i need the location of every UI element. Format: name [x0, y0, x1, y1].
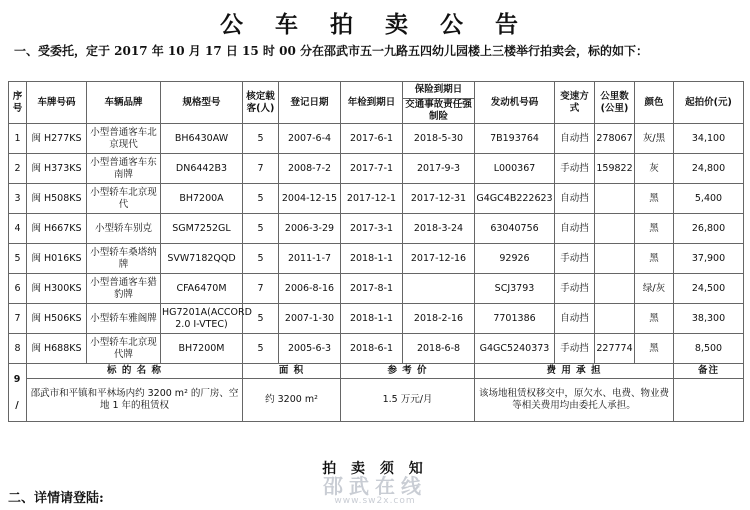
- cell-model: SVW7182QQD: [161, 244, 243, 274]
- cell-price: 34,100: [674, 124, 744, 154]
- cell-reg-date: 2004-12-15: [279, 184, 341, 214]
- cell-brand: 小型普通客车东南牌: [87, 154, 161, 184]
- lease-header-name: 标 的 名 称: [27, 364, 243, 379]
- cell-seq: 2: [9, 154, 27, 184]
- cell-seats: 5: [243, 124, 279, 154]
- cell-plate: 闽 H506KS: [27, 304, 87, 334]
- cell-mileage: [595, 274, 635, 304]
- cell-reg-date: 2005-6-3: [279, 334, 341, 364]
- lease-header-row: [9, 364, 744, 379]
- header-seats: 核定载客(人): [243, 82, 279, 124]
- header-engine: 发动机号码: [475, 82, 555, 124]
- lease-value-row: [9, 379, 744, 422]
- cell-brand: 小型轿车北京现代: [87, 184, 161, 214]
- cell-price: 8,500: [674, 334, 744, 364]
- table-row: [9, 304, 744, 334]
- cell-color: 灰/黑: [635, 124, 674, 154]
- cell-color: 灰: [635, 154, 674, 184]
- cell-transmission: 自动挡: [555, 304, 595, 334]
- cell-inspection: 2018-1-1: [341, 304, 403, 334]
- cell-seq: 3: [9, 184, 27, 214]
- cell-reg-date: 2011-1-7: [279, 244, 341, 274]
- section-two-heading: 二、详情请登陆:: [8, 491, 104, 506]
- cell-insurance: 2018-3-24: [403, 214, 475, 244]
- table-row: [9, 154, 744, 184]
- cell-seats: 7: [243, 274, 279, 304]
- header-insurance: 保险到期日: [403, 82, 475, 99]
- cell-seq: 4: [9, 214, 27, 244]
- table-row: [9, 244, 744, 274]
- cell-inspection: 2017-3-1: [341, 214, 403, 244]
- header-mileage: 公里数(公里): [595, 82, 635, 124]
- cell-transmission: 手动挡: [555, 274, 595, 304]
- cell-model: HG7201A(ACCORD 2.0 I-VTEC): [161, 304, 243, 334]
- table-row: [9, 214, 744, 244]
- notice-subtitle: 拍 卖 须 知: [322, 461, 428, 477]
- cell-price: 37,900: [674, 244, 744, 274]
- cell-transmission: 手动挡: [555, 334, 595, 364]
- cell-transmission: 自动挡: [555, 214, 595, 244]
- cell-insurance: 2018-6-8: [403, 334, 475, 364]
- watermark-text: 邵武在线: [323, 474, 427, 498]
- table-header-row: [9, 82, 744, 99]
- cell-inspection: 2018-1-1: [341, 244, 403, 274]
- lease-note: [674, 379, 744, 422]
- cell-plate: 闽 H016KS: [27, 244, 87, 274]
- cell-insurance: 2017-9-3: [403, 154, 475, 184]
- cell-mileage: [595, 184, 635, 214]
- cell-price: 24,500: [674, 274, 744, 304]
- cell-brand: 小型轿车桑塔纳牌: [87, 244, 161, 274]
- lease-seq: [9, 364, 27, 422]
- header-insurance-sub: 交通事故责任强制险: [403, 99, 475, 124]
- cell-plate: 闽 H688KS: [27, 334, 87, 364]
- cell-reg-date: 2006-3-29: [279, 214, 341, 244]
- cell-mileage: [595, 304, 635, 334]
- cell-mileage: 278067: [595, 124, 635, 154]
- cell-insurance: 2018-2-16: [403, 304, 475, 334]
- cell-color: 黑: [635, 304, 674, 334]
- cell-brand: 小型轿车北京现代牌: [87, 334, 161, 364]
- cell-seq: 7: [9, 304, 27, 334]
- cell-mileage: [595, 244, 635, 274]
- cell-price: 24,800: [674, 154, 744, 184]
- cell-insurance: [403, 274, 475, 304]
- cell-brand: 小型轿车别克: [87, 214, 161, 244]
- cell-seats: 7: [243, 154, 279, 184]
- cell-engine: 7B193764: [475, 124, 555, 154]
- lease-header-area: 面 积: [243, 364, 341, 379]
- cell-inspection: 2017-8-1: [341, 274, 403, 304]
- cell-transmission: 自动挡: [555, 124, 595, 154]
- lease-area: 约 3200 m²: [243, 379, 341, 422]
- cell-seq: 5: [9, 244, 27, 274]
- lease-name: 邵武市和平镇和平林场内约 3200 m² 的厂房、空地 1 年的租赁权: [27, 379, 243, 422]
- header-color: 颜色: [635, 82, 674, 124]
- notice-title: 公 车 拍 卖 公 告: [219, 11, 531, 38]
- table-row: [9, 334, 744, 364]
- cell-inspection: 2017-6-1: [341, 124, 403, 154]
- cell-price: 5,400: [674, 184, 744, 214]
- cell-engine: G4GC4B222623: [475, 184, 555, 214]
- cell-seats: 5: [243, 214, 279, 244]
- cell-transmission: 手动挡: [555, 154, 595, 184]
- cell-transmission: 手动挡: [555, 244, 595, 274]
- cell-plate: 闽 H667KS: [27, 214, 87, 244]
- lease-ref-price: 1.5 万元/月: [341, 379, 475, 422]
- cell-seats: 5: [243, 304, 279, 334]
- cell-engine: L000367: [475, 154, 555, 184]
- header-inspection: 年检到期日: [341, 82, 403, 124]
- lease-duty: 该场地租赁权移交中，原欠水、电费、物业费等相关费用均由委托人承担。: [475, 379, 674, 422]
- cell-engine: 63040756: [475, 214, 555, 244]
- cell-color: 黑: [635, 214, 674, 244]
- cell-brand: 小型普通客车猎豹牌: [87, 274, 161, 304]
- cell-color: 绿/灰: [635, 274, 674, 304]
- cell-color: 黑: [635, 334, 674, 364]
- cell-price: 38,300: [674, 304, 744, 334]
- watermark-url: www.sw2x.com: [334, 496, 416, 506]
- cell-color: 黑: [635, 184, 674, 214]
- auction-table: [8, 81, 744, 422]
- header-plate: 车牌号码: [27, 82, 87, 124]
- cell-insurance: 2017-12-31: [403, 184, 475, 214]
- cell-model: BH6430AW: [161, 124, 243, 154]
- cell-model: BH7200A: [161, 184, 243, 214]
- cell-inspection: 2017-12-1: [341, 184, 403, 214]
- cell-model: SGM7252GL: [161, 214, 243, 244]
- cell-seats: 5: [243, 244, 279, 274]
- cell-price: 26,800: [674, 214, 744, 244]
- cell-engine: 7701386: [475, 304, 555, 334]
- table-row: [9, 274, 744, 304]
- cell-plate: 闽 H508KS: [27, 184, 87, 214]
- cell-seats: 5: [243, 184, 279, 214]
- cell-brand: 小型普通客车北京现代: [87, 124, 161, 154]
- vehicle-rows: [9, 124, 744, 364]
- cell-insurance: 2017-12-16: [403, 244, 475, 274]
- cell-seq: 6: [9, 274, 27, 304]
- header-transmission: 变速方式: [555, 82, 595, 124]
- cell-plate: 闽 H277KS: [27, 124, 87, 154]
- cell-reg-date: 2007-6-4: [279, 124, 341, 154]
- lease-header-note: 备注: [674, 364, 744, 379]
- cell-model: DN6442B3: [161, 154, 243, 184]
- cell-model: BH7200M: [161, 334, 243, 364]
- header-price: 起拍价(元): [674, 82, 744, 124]
- intro-paragraph: 一、受委托，定于 2017 年 10 月 17 日 15 时 00 分在邵武市五一九路五四幼儿园楼上三楼举行拍卖会，标的如下：: [14, 44, 648, 58]
- header-brand: 车辆品牌: [87, 82, 161, 124]
- table-row: [9, 124, 744, 154]
- cell-engine: SCJ3793: [475, 274, 555, 304]
- cell-seq: 1: [9, 124, 27, 154]
- cell-reg-date: 2006-8-16: [279, 274, 341, 304]
- lease-header-duty: 费 用 承 担: [475, 364, 674, 379]
- cell-engine: G4GC5240373: [475, 334, 555, 364]
- header-reg-date: 登记日期: [279, 82, 341, 124]
- cell-brand: 小型轿车雅阁牌: [87, 304, 161, 334]
- lease-header-ref: 参 考 价: [341, 364, 475, 379]
- lease-seq-slash: /: [15, 399, 20, 411]
- cell-insurance: 2018-5-30: [403, 124, 475, 154]
- table-row: [9, 184, 744, 214]
- cell-mileage: 159822: [595, 154, 635, 184]
- cell-inspection: 2017-7-1: [341, 154, 403, 184]
- cell-seq: 8: [9, 334, 27, 364]
- cell-transmission: 自动挡: [555, 184, 595, 214]
- header-model: 规格型号: [161, 82, 243, 124]
- cell-mileage: [595, 214, 635, 244]
- cell-model: CFA6470M: [161, 274, 243, 304]
- cell-plate: 闽 H300KS: [27, 274, 87, 304]
- cell-engine: 92926: [475, 244, 555, 274]
- lease-seq-number: 9: [13, 373, 22, 385]
- cell-mileage: 227774: [595, 334, 635, 364]
- cell-reg-date: 2008-7-2: [279, 154, 341, 184]
- cell-reg-date: 2007-1-30: [279, 304, 341, 334]
- cell-inspection: 2018-6-1: [341, 334, 403, 364]
- header-seq: 序号: [9, 82, 27, 124]
- cell-seats: 5: [243, 334, 279, 364]
- cell-plate: 闽 H373KS: [27, 154, 87, 184]
- cell-color: 黑: [635, 244, 674, 274]
